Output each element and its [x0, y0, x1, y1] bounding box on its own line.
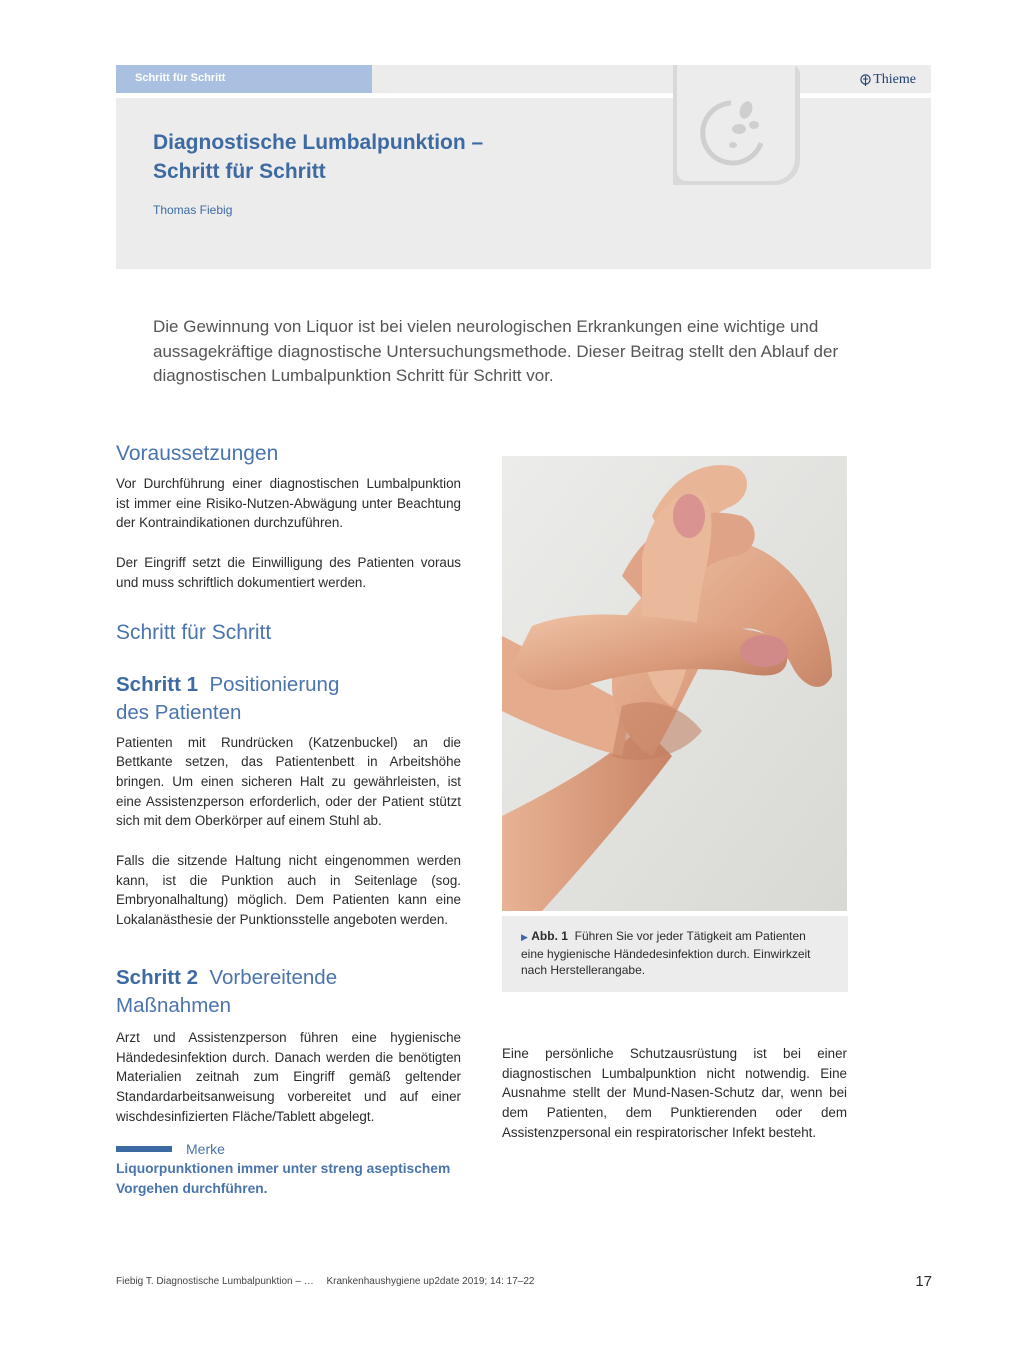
paragraph: Patienten mit Rundrücken (Katzenbuckel) an die Bettkante setzen, das Patientenbett in Arbeitshöhe bringen. Um einen sicheren Halt zu gewährleisten, ist eine Assistenzperson erforderlich, oder der Patient stützt sich mit dem Oberkörper auf einem Stuhl ab. — [116, 734, 461, 829]
citation-author: Fiebig T. Diagnostische Lumbalpunktion – … — [116, 1276, 314, 1287]
merke-bar — [116, 1146, 172, 1152]
paragraph: Der Eingriff setzt die Einwilligung des Patienten voraus und muss schriftlich dokumentiert werden. — [116, 555, 461, 590]
figure-photo — [502, 456, 847, 911]
publisher-name: Thieme — [873, 72, 916, 87]
figure-caption — [502, 916, 848, 992]
caption-text: Führen Sie vor jeder Tätigkeit am Patienten eine hygienische Händedesinfektion durch. Einwirkzeit nach Herstellerangabe. — [521, 929, 811, 977]
article-title: Diagnostische Lumbalpunktion – Schritt für Schritt — [153, 131, 484, 183]
section-tab: Schritt für Schritt — [116, 65, 372, 93]
heading-voraussetzungen: Voraussetzungen — [116, 442, 279, 465]
merke-text: Liquorpunktionen immer unter streng aseptischem Vorgehen durchführen. — [116, 1161, 451, 1196]
merke-label: Merke — [186, 1141, 225, 1157]
paragraph: Vor Durchführung einer diagnostischen Lumbalpunktion ist immer eine Risiko-Nutzen-Abwägung unter Beachtung der Kontraindikationen durchzuführen. — [116, 476, 461, 531]
article-author: Thomas Fiebig — [153, 203, 233, 217]
article-lead: Die Gewinnung von Liquor ist bei vielen neurologischen Erkrankungen eine wichtige und aussagekräftige diagnostische Untersuchungsmethode. Dieser Beitrag stellt den Ablauf der diagnostischen Lumbalpunktion Schritt für Schritt vor. — [153, 317, 839, 385]
heading-schritt-fuer-schritt: Schritt für Schritt — [116, 620, 272, 644]
figure-label: Abb. 1 — [531, 929, 568, 943]
citation-journal: Krankenhaushygiene up2date 2019; 14: 17–22 — [326, 1276, 535, 1287]
footer-citation — [116, 1276, 544, 1287]
paragraph: Falls die sitzende Haltung nicht eingenommen werden kann, ist die Punktion auch in Seitenlage (sog. Embryonalhaltung) möglich. Dem Patienten kann eine Lokalanästhesie der Punktionsstelle angeboten werden. — [116, 853, 461, 928]
paragraph: Arzt und Assistenzperson führen eine hygienische Händedesinfektion durch. Danach werden die benötigten Materialien zeitnah zum Eingriff gemäß geltender Standardarbeitsanweisung vorbereitet und auf einer wischdesinfizierten Fläche/Tablett abgelegt. — [116, 1029, 461, 1124]
page-number: 17 — [915, 1273, 932, 1290]
right-column — [502, 1044, 847, 1143]
left-column — [116, 440, 461, 1126]
thieme-emblem-icon — [860, 74, 871, 87]
step2-heading: Schritt 2 Vorbereitende Maßnahmen — [116, 965, 338, 1017]
merke-box — [116, 1141, 461, 1198]
paragraph: Eine persönliche Schutzausrüstung ist bei einer diagnostischen Lumbalpunktion nicht notwendig. Eine Ausnahme stellt der Mund-Nasen-Schutz dar, wenn bei dem Patienten, dem Punktierenden oder dem Assistenzpersonal ein respiratorischer Infekt besteht. — [502, 1046, 847, 1140]
caption-arrow-icon: ▶ — [521, 932, 528, 942]
series-emblem-icon — [673, 65, 800, 185]
step1-heading: Schritt 1 Positionierung des Patienten — [116, 672, 340, 724]
publisher-logo — [860, 72, 916, 88]
hands-disinfection-photo — [502, 456, 847, 911]
